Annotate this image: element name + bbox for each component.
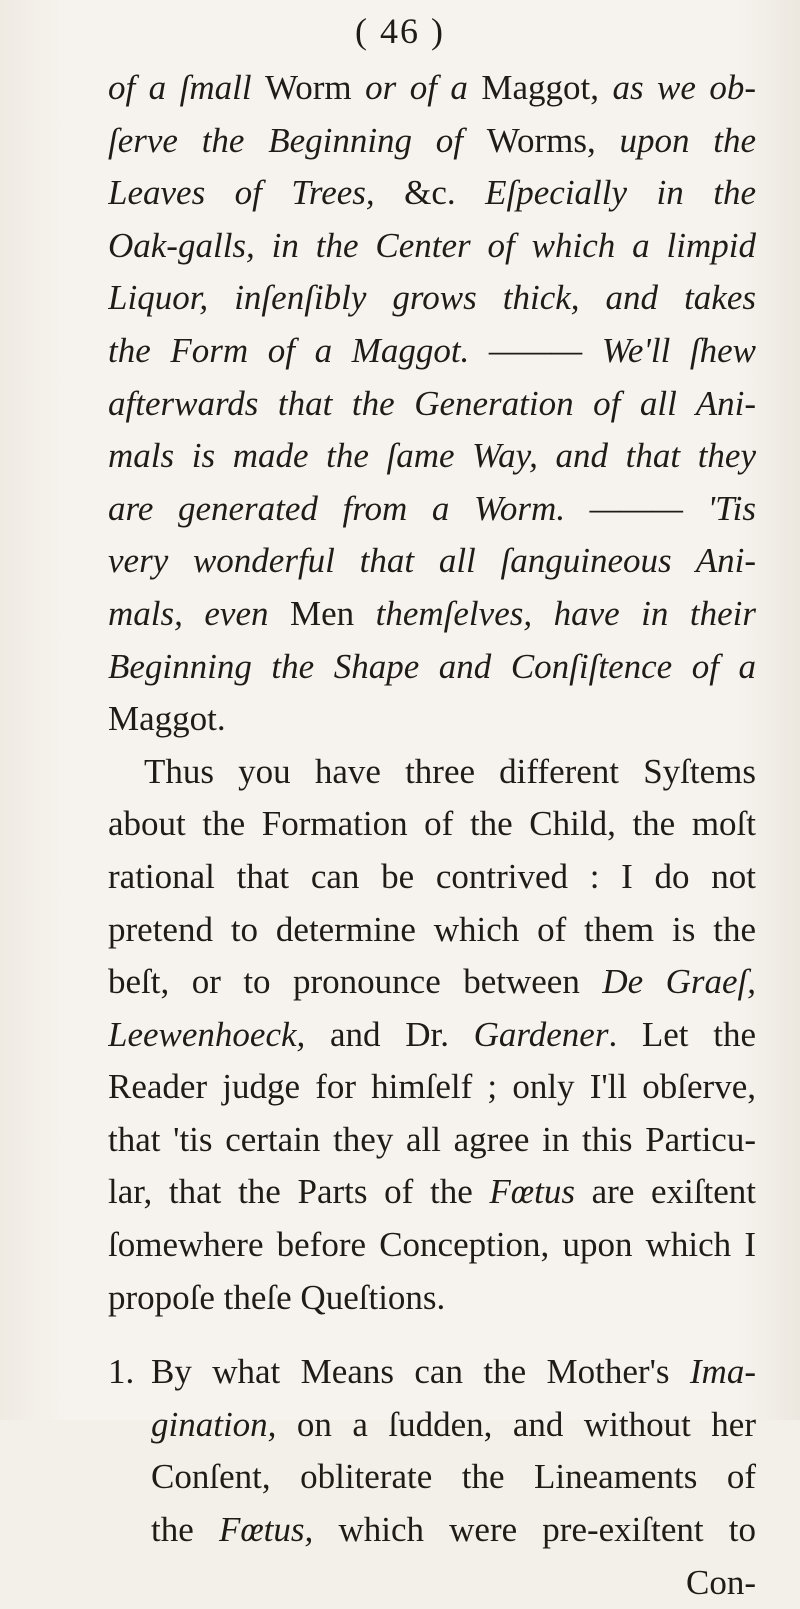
italic-text: or of a (365, 68, 482, 107)
roman-text: ſomewhere before Conception, upon which I (108, 1225, 756, 1265)
text-line (108, 220, 756, 273)
roman-text: Maggot, (481, 68, 613, 107)
italic-text: Oak-galls, in the Center of which a limpid (108, 225, 756, 265)
italic-text: mals is made the ſame Way, and that they (108, 436, 756, 476)
text-line (108, 1346, 756, 1399)
text-line (108, 535, 756, 588)
roman-text: By what Means can the Mother's (151, 1352, 690, 1392)
text-line (108, 1272, 756, 1325)
text-line (108, 1114, 756, 1167)
roman-text: beſt, or to pronounce between (108, 962, 603, 1002)
italic-text: ſerve the Beginning of (108, 120, 487, 160)
text-line (108, 325, 756, 378)
roman-text: &c. (404, 173, 486, 213)
text-line (108, 1504, 756, 1557)
italic-text: Gardener (473, 1014, 609, 1054)
italic-text: Beginning the Shape and Conſiſtence of a (108, 646, 756, 686)
roman-text: Conſent, obliterate the Lineaments of (151, 1457, 756, 1497)
text-line (108, 378, 756, 431)
italic-text: Leaves of Trees, (108, 173, 405, 213)
text-line (108, 956, 756, 1009)
italic-text: afterwards that the Generation of all Ani- (108, 383, 756, 423)
text-line (108, 693, 756, 746)
roman-text: about the Formation of the Child, the moſt (108, 804, 756, 844)
roman-text: that 'tis certain they all agree in this Particu- (108, 1119, 756, 1159)
catchword (108, 1557, 756, 1609)
roman-text: Maggot. (108, 699, 226, 739)
italic-text: Liquor, inſenſibly grows thick, and takes (108, 278, 756, 318)
list-number: 1. (108, 1352, 135, 1392)
roman-text: Thus you have three different Syſtems (144, 751, 756, 791)
text-line (108, 1166, 756, 1219)
roman-text: which were pre-exiſtent to (338, 1510, 756, 1550)
italic-text: upon the (619, 120, 756, 160)
text-line (108, 588, 756, 641)
italic-text: Ima- (689, 1352, 756, 1392)
italic-text: the Form of a Maggot. ——— We'll ſhew (108, 330, 756, 370)
italic-text: De Graeſ, (602, 962, 756, 1002)
roman-text: . Let the (608, 1014, 756, 1054)
roman-text: Con- (686, 1562, 756, 1602)
italic-text: of a ſmall (108, 68, 266, 107)
roman-text: the (151, 1510, 219, 1550)
italic-text: are generated from a Worm. ——— 'Tis (108, 488, 756, 528)
roman-text: lar, that the Parts of the (108, 1172, 490, 1212)
italic-text: very wonderful that all ſanguineous Ani- (108, 541, 756, 581)
text-line (108, 641, 756, 694)
body-text (108, 62, 756, 1609)
text-line (108, 167, 756, 220)
text-line (108, 798, 756, 851)
text-line (108, 62, 756, 115)
text-line (108, 904, 756, 957)
text-line (108, 272, 756, 325)
text-line (108, 1009, 756, 1062)
text-line (108, 746, 756, 799)
roman-text: propoſe theſe Queſtions. (108, 1277, 446, 1317)
roman-text: Men (289, 593, 376, 633)
roman-text: rational that can be contrived : I do not (108, 856, 756, 896)
text-line (108, 483, 756, 536)
roman-text: Worms, (486, 120, 620, 160)
roman-text: Worm (265, 68, 366, 107)
italic-text: as we ob- (612, 68, 756, 107)
italic-text: gination, (151, 1404, 297, 1444)
text-line (108, 1451, 756, 1504)
paragraph-gap (108, 1324, 756, 1346)
text-line (108, 1399, 756, 1452)
page-number: ( 46 ) (355, 11, 445, 51)
italic-text: Eſpecially in the (485, 173, 756, 213)
text-line (108, 115, 756, 168)
text-line (108, 430, 756, 483)
text-line (108, 851, 756, 904)
roman-text: on a ſudden, and without her (296, 1404, 756, 1444)
roman-text: Reader judge for himſelf ; only I'll obſerve, (108, 1067, 756, 1107)
roman-text: are exiſtent (591, 1172, 756, 1212)
text-line (108, 1061, 756, 1114)
italic-text: Fœtus (489, 1172, 592, 1212)
roman-text: and Dr. (329, 1014, 474, 1054)
italic-text: Fœtus, (218, 1510, 339, 1550)
text-line (108, 1219, 756, 1272)
roman-text: pretend to determine which of them is the (108, 909, 756, 949)
italic-text: Leewenhoeck, (108, 1014, 330, 1054)
italic-text: themſelves, have in their (375, 593, 756, 633)
italic-text: mals, even (108, 593, 290, 633)
